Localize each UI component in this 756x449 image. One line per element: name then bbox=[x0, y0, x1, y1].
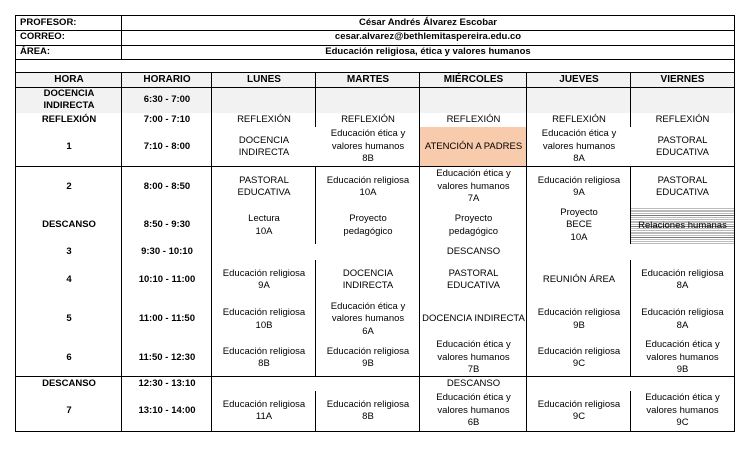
reflexion-viernes: REFLEXIÓN bbox=[655, 113, 710, 125]
h6-lunes: Educación religiosa 8B bbox=[222, 345, 306, 369]
d2-descanso: DESCANSO bbox=[446, 377, 501, 389]
h6-miercoles: Educación ética y valores humanos 7B bbox=[436, 339, 511, 376]
col-line-3c bbox=[315, 260, 316, 377]
col-line-6c bbox=[630, 260, 631, 377]
horario-descanso-1: 8:50 - 9:30 bbox=[143, 219, 191, 231]
col-line-2 bbox=[211, 72, 212, 432]
col-line-1 bbox=[121, 72, 122, 432]
border-top bbox=[16, 15, 735, 16]
profesor-label: PROFESOR: bbox=[20, 16, 77, 28]
horario-reflexion: 7:00 - 7:10 bbox=[143, 113, 191, 125]
col-line-3 bbox=[315, 72, 316, 127]
h4-lunes: Educación religiosa 9A bbox=[222, 267, 306, 291]
h2-miercoles: Educación ética y valores humanos 7A bbox=[436, 168, 511, 205]
h4-miercoles: PASTORAL EDUCATIVA bbox=[447, 267, 500, 291]
h1-jueves: Educación ética y valores humanos 8A bbox=[541, 128, 617, 165]
col-miercoles: MIÉRCOLES bbox=[443, 73, 504, 85]
h5-viernes: Educación religiosa 8A bbox=[641, 307, 724, 331]
d1-viernes bbox=[631, 207, 734, 244]
h7-jueves: Educación religiosa 9C bbox=[537, 398, 621, 422]
hora-7: 7 bbox=[66, 404, 72, 416]
col-line-3d bbox=[315, 391, 316, 432]
horario-1: 7:10 - 8:00 bbox=[143, 140, 191, 152]
hora-5: 5 bbox=[66, 313, 72, 325]
h1-martes: Educación ética y valores humanos 8B bbox=[330, 128, 406, 165]
h6-jueves: Educación religiosa 9C bbox=[537, 345, 621, 369]
col-jueves: JUEVES bbox=[559, 73, 599, 85]
col-line-6d bbox=[630, 391, 631, 432]
h4-martes: DOCENCIA INDIRECTA bbox=[342, 267, 394, 291]
col-line-6b bbox=[630, 167, 631, 244]
hora-1: 1 bbox=[66, 140, 72, 152]
h2-lunes: PASTORAL EDUCATIVA bbox=[237, 174, 291, 198]
header-col-divider bbox=[121, 15, 122, 60]
horario-7: 13:10 - 14:00 bbox=[138, 404, 196, 416]
col-line-4 bbox=[419, 72, 420, 432]
h5-martes: Educación ética y valores humanos 6A bbox=[330, 300, 406, 337]
reflexion-martes: REFLEXIÓN bbox=[341, 113, 395, 125]
hora-3: 3 bbox=[66, 245, 72, 257]
h4-jueves: REUNIÓN ÁREA bbox=[542, 273, 616, 285]
col-horario: HORARIO bbox=[143, 73, 191, 85]
d1-miercoles: Proyecto pedagógico bbox=[448, 213, 499, 237]
d1-martes: Proyecto pedagógico bbox=[343, 213, 393, 237]
hora-docencia: DOCENCIA INDIRECTA bbox=[43, 87, 95, 111]
h7-miercoles: Educación ética y valores humanos 6B bbox=[436, 392, 511, 429]
hora-6: 6 bbox=[66, 351, 72, 363]
col-line-5 bbox=[526, 72, 527, 432]
h2-martes: Educación religiosa 10A bbox=[326, 174, 410, 198]
border-header-1 bbox=[16, 30, 735, 31]
reflexion-miercoles: REFLEXIÓN bbox=[446, 113, 501, 125]
col-hora: HORA bbox=[54, 73, 84, 85]
horario-descanso-2: 12:30 - 13:10 bbox=[138, 377, 196, 389]
horario-3: 9:30 - 10:10 bbox=[141, 245, 193, 257]
d1-jueves: Proyecto BECE 10A bbox=[560, 206, 598, 243]
col-line-6 bbox=[630, 72, 631, 127]
hora-2: 2 bbox=[66, 180, 72, 192]
hora-reflexion: REFLEXIÓN bbox=[41, 113, 97, 125]
h6-viernes: Educación ética y valores humanos 9B bbox=[645, 339, 720, 376]
h6-martes: Educación religiosa 9B bbox=[326, 345, 410, 369]
row-line-bottom bbox=[16, 431, 735, 432]
border-left bbox=[15, 15, 16, 432]
row-line-2 bbox=[16, 376, 735, 377]
border-right bbox=[734, 15, 735, 432]
hora-descanso-1: DESCANSO bbox=[42, 219, 96, 231]
row-line-1 bbox=[16, 166, 735, 167]
h5-lunes: Educación religiosa 10B bbox=[222, 307, 306, 331]
border-header-4 bbox=[16, 72, 735, 73]
horario-2: 8:00 - 8:50 bbox=[143, 180, 191, 192]
area-value: Educación religiosa, ética y valores humanos bbox=[325, 45, 531, 57]
row-line-header bbox=[16, 87, 735, 88]
col-martes: MARTES bbox=[346, 73, 390, 85]
col-viernes: VIERNES bbox=[660, 73, 705, 85]
h2-viernes: PASTORAL EDUCATIVA bbox=[656, 174, 709, 198]
border-header-3 bbox=[16, 59, 735, 60]
h1-miercoles: ATENCIÓN A PADRES bbox=[424, 140, 523, 152]
reflexion-jueves: REFLEXIÓN bbox=[552, 113, 606, 125]
h1-lunes: DOCENCIA INDIRECTA bbox=[238, 134, 290, 158]
correo-label: CORREO: bbox=[20, 31, 65, 43]
h4-viernes: Educación religiosa 8A bbox=[641, 267, 724, 291]
col-lunes: LUNES bbox=[247, 73, 281, 85]
h7-viernes: Educación ética y valores humanos 9C bbox=[645, 392, 720, 429]
horario-4: 10:10 - 11:00 bbox=[138, 273, 196, 285]
h7-martes: Educación religiosa 8B bbox=[326, 398, 410, 422]
h5-jueves: Educación religiosa 9B bbox=[537, 307, 621, 331]
border-header-2 bbox=[16, 45, 735, 46]
col-line-3b bbox=[315, 167, 316, 244]
h1-viernes: PASTORAL EDUCATIVA bbox=[656, 134, 709, 158]
horario-docencia: 6:30 - 7:00 bbox=[143, 93, 191, 105]
correo-value: cesar.alvarez@bethlemitaspereira.edu.co bbox=[334, 31, 522, 43]
hora-descanso-2: DESCANSO bbox=[42, 377, 96, 389]
area-label: ÁREA: bbox=[20, 45, 51, 57]
reflexion-lunes: REFLEXIÓN bbox=[237, 113, 291, 125]
profesor-name: César Andrés Álvarez Escobar bbox=[359, 16, 497, 28]
h3-descanso: DESCANSO bbox=[446, 245, 501, 257]
d1-lunes: Lectura 10A bbox=[248, 213, 280, 237]
horario-6: 11:50 - 12:30 bbox=[138, 351, 196, 363]
horario-5: 11:00 - 11:50 bbox=[139, 313, 195, 325]
hora-4: 4 bbox=[66, 273, 72, 285]
h5-miercoles: DOCENCIA INDIRECTA bbox=[422, 313, 525, 325]
h7-lunes: Educación religiosa 11A bbox=[222, 398, 306, 422]
h2-jueves: Educación religiosa 9A bbox=[537, 174, 621, 198]
relaciones-humanas-label: Relaciones humanas bbox=[638, 220, 727, 232]
